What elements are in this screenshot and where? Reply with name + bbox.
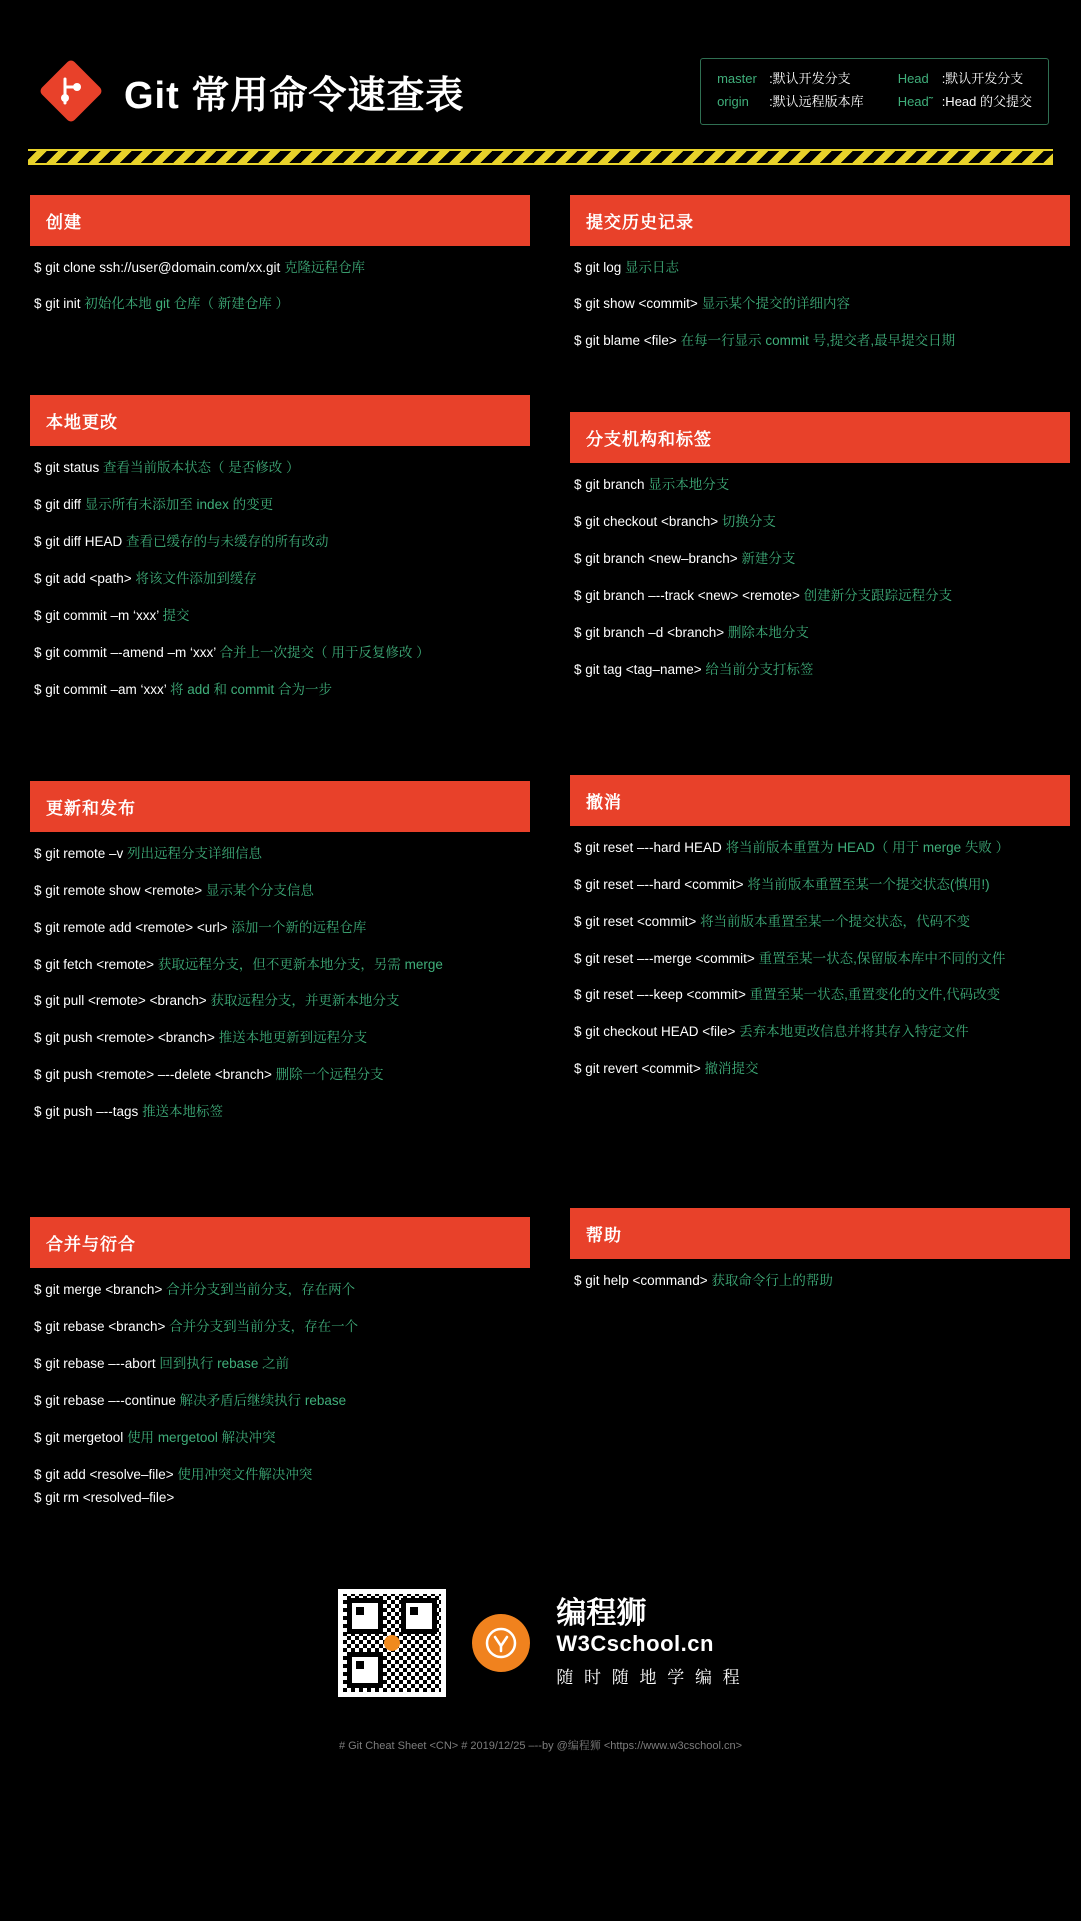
command-row xyxy=(574,475,1066,496)
section-title: 帮助 xyxy=(570,1208,1070,1259)
section-title: 本地更改 xyxy=(30,395,530,446)
command-desc: 提交 xyxy=(162,608,190,624)
command-desc: 在每一行显示 commit 号,提交者,最早提交日期 xyxy=(680,333,956,349)
command-text: $ git pull <remote> <branch> xyxy=(34,993,211,1009)
command-row xyxy=(34,294,526,315)
spacer xyxy=(30,361,530,395)
legend-value: :Head 的父提交 xyxy=(941,93,1032,109)
command-row xyxy=(574,838,1066,859)
qr-finder-icon xyxy=(401,1598,437,1634)
git-logo-icon xyxy=(40,60,102,122)
command-desc: 删除本地分支 xyxy=(727,624,809,640)
command-desc: 显示某个提交的详细内容 xyxy=(701,296,851,312)
brand-slogan: 随 时 随 地 学 编 程 xyxy=(556,1667,743,1687)
command-row xyxy=(574,331,1066,352)
legend-box xyxy=(700,58,1049,125)
command-desc: 将该文件添加到缓存 xyxy=(135,571,257,587)
w3cschool-logo-icon xyxy=(472,1614,530,1672)
section-body xyxy=(30,246,530,336)
command-row xyxy=(574,623,1066,644)
section-title: 更新和发布 xyxy=(30,781,530,832)
command-row xyxy=(574,1059,1066,1080)
spacer xyxy=(30,747,530,781)
command-desc: 显示本地分支 xyxy=(648,477,730,493)
legend-item-master xyxy=(717,68,864,91)
command-row xyxy=(34,258,526,279)
command-text: $ git commit –am ‘xxx’ xyxy=(34,681,171,697)
legend-item-head xyxy=(898,68,1032,91)
qr-center-logo xyxy=(384,1635,400,1651)
legend-key: Head xyxy=(897,71,929,86)
command-desc: 将 add 和 commit 合为一步 xyxy=(170,681,333,697)
command-desc: 将当前版本重置至某一个提交状态(慎用!) xyxy=(747,876,990,892)
command-text: $ git rebase –--abort xyxy=(34,1356,160,1372)
command-text: $ git commit –m ‘xxx’ xyxy=(34,608,163,624)
section-title: 撤消 xyxy=(570,775,1070,826)
section-commit-history xyxy=(570,195,1070,373)
command-text: $ git mergetool xyxy=(34,1429,128,1445)
command-text: $ git add <resolve–file> xyxy=(34,1466,178,1482)
command-desc: 重置至某一状态,保留版本库中不同的文件 xyxy=(758,950,1006,966)
section-body xyxy=(30,832,530,1143)
command-text: $ git blame <file> xyxy=(574,333,681,349)
command-text: $ git rm <resolved–file> xyxy=(34,1489,175,1505)
command-text: $ git status xyxy=(34,460,104,476)
section-title: 创建 xyxy=(30,195,530,246)
command-desc: 显示某个分支信息 xyxy=(205,882,314,898)
page-header xyxy=(28,0,1053,125)
command-text: $ git reset –--hard <commit> xyxy=(574,876,748,892)
brand-text xyxy=(556,1597,742,1688)
command-text: $ git help <command> xyxy=(574,1273,712,1289)
command-row xyxy=(34,991,526,1012)
right-column xyxy=(570,195,1070,1555)
command-text: $ git reset <commit> xyxy=(574,913,701,929)
command-row xyxy=(574,985,1066,1006)
command-row xyxy=(34,606,526,627)
spacer xyxy=(30,1203,530,1217)
section-body xyxy=(30,1268,530,1528)
command-row xyxy=(34,495,526,516)
legend-key: Head˜ xyxy=(897,93,934,109)
command-text: $ git remote –v xyxy=(34,845,128,861)
command-text: $ git remote show <remote> xyxy=(34,882,206,898)
command-desc: 将当前版本重置为 HEAD（ 用于 merge 失败 ） xyxy=(725,839,1010,855)
command-row xyxy=(34,1065,526,1086)
section-body xyxy=(570,463,1070,701)
page-title: Git 常用命令速查表 xyxy=(124,74,465,117)
command-desc: 添加一个新的远程仓库 xyxy=(231,919,367,935)
command-desc: 重置至某一状态,重置变化的文件,代码改变 xyxy=(749,987,1001,1003)
command-row xyxy=(34,680,526,701)
command-desc: 合并上一次提交（ 用于反复修改 ） xyxy=(219,644,430,660)
command-row xyxy=(34,1488,526,1509)
legend-item-origin xyxy=(717,91,864,114)
command-text: $ git show <commit> xyxy=(574,296,702,312)
command-row xyxy=(34,955,526,976)
command-desc: 获取远程分支，但不更新本地分支，另需 merge xyxy=(157,956,443,972)
brand-name-en: W3Cschool.cn xyxy=(556,1631,714,1657)
command-desc: 切换分支 xyxy=(721,514,776,530)
command-desc: 创建新分支跟踪远程分支 xyxy=(803,588,953,604)
section-title: 提交历史记录 xyxy=(570,195,1070,246)
section-branch-tag xyxy=(570,412,1070,701)
command-row xyxy=(34,1391,526,1412)
command-row xyxy=(34,1465,526,1486)
command-row xyxy=(34,844,526,865)
command-desc: 列出远程分支详细信息 xyxy=(127,845,263,861)
command-row xyxy=(574,512,1066,533)
command-desc: 查看已缓存的与未缓存的所有改动 xyxy=(126,534,329,550)
command-desc: 初始化本地 git 仓库（ 新建仓库 ） xyxy=(84,296,290,312)
command-desc: 新建分支 xyxy=(741,551,796,567)
command-desc: 推送本地更新到远程分支 xyxy=(218,1030,368,1046)
command-row xyxy=(574,912,1066,933)
command-row xyxy=(574,294,1066,315)
command-text: $ git log xyxy=(574,259,626,275)
command-desc: 获取命令行上的帮助 xyxy=(711,1273,833,1289)
legend-key: master xyxy=(717,71,757,86)
command-desc: 删除一个远程分支 xyxy=(275,1067,384,1083)
command-text: $ git reset –--keep <commit> xyxy=(574,987,750,1003)
command-text: $ git fetch <remote> xyxy=(34,956,158,972)
command-row xyxy=(34,1354,526,1375)
footer-note: # Git Cheat Sheet <CN> # 2019/12/25 –--by @编程狮 <https://www.w3cschool.cn> xyxy=(338,1739,743,1752)
sections-grid xyxy=(28,195,1053,1555)
command-row xyxy=(34,1028,526,1049)
qr-code xyxy=(338,1589,446,1697)
command-text: $ git branch <new–branch> xyxy=(574,551,742,567)
command-text: $ git checkout <branch> xyxy=(574,514,722,530)
command-text: $ git push <remote> <branch> xyxy=(34,1030,219,1046)
command-text: $ git add <path> xyxy=(34,571,136,587)
command-text: $ git diff xyxy=(34,497,85,513)
command-row xyxy=(34,1428,526,1449)
spacer xyxy=(570,761,1070,775)
section-merge-rebase xyxy=(30,1217,530,1528)
legend-value: :默认开发分支 xyxy=(941,71,1024,86)
command-text: $ git init xyxy=(34,296,85,312)
section-title: 分支机构和标签 xyxy=(570,412,1070,463)
command-text: $ git branch xyxy=(574,477,649,493)
left-column xyxy=(30,195,530,1555)
command-text: $ git push <remote> –--delete <branch> xyxy=(34,1067,276,1083)
legend-column-right xyxy=(898,68,1032,114)
hazard-stripe-divider xyxy=(28,149,1053,165)
qr-finder-icon xyxy=(347,1652,383,1688)
command-desc: 将当前版本重置至某一个提交状态，代码不变 xyxy=(700,913,971,929)
command-text: $ git reset –--hard HEAD xyxy=(574,839,726,855)
qr-finder-icon xyxy=(347,1598,383,1634)
spacer xyxy=(570,727,1070,761)
command-row xyxy=(574,258,1066,279)
command-desc: 使用 mergetool 解决冲突 xyxy=(127,1429,276,1445)
section-body xyxy=(570,246,1070,373)
command-text: $ git push –--tags xyxy=(34,1104,143,1120)
spacer xyxy=(570,1194,1070,1208)
command-desc: 获取远程分支，并更新本地分支 xyxy=(210,993,400,1009)
command-text: $ git diff HEAD xyxy=(34,534,127,550)
command-text: $ git rebase –--continue xyxy=(34,1392,180,1408)
command-desc: 解决矛盾后继续执行 rebase xyxy=(179,1392,347,1408)
command-row xyxy=(34,458,526,479)
command-desc: 给当前分支打标签 xyxy=(705,661,814,677)
command-text: $ git checkout HEAD <file> xyxy=(574,1024,740,1040)
command-row xyxy=(574,586,1066,607)
command-row xyxy=(34,569,526,590)
legend-item-head-parent xyxy=(898,91,1032,114)
command-text: $ git revert <commit> xyxy=(574,1061,705,1077)
command-desc: 查看当前版本状态（ 是否修改 ） xyxy=(103,460,300,476)
command-row xyxy=(574,549,1066,570)
command-text: $ git rebase <branch> xyxy=(34,1319,170,1335)
section-create xyxy=(30,195,530,336)
command-text: $ git clone ssh://user@domain.com/xx.git xyxy=(34,259,285,275)
command-desc: 显示所有未添加至 index 的变更 xyxy=(84,497,274,513)
brand-name-cn: 编程狮 xyxy=(556,1597,647,1631)
section-body xyxy=(570,826,1070,1100)
command-text: $ git tag <tag–name> xyxy=(574,661,706,677)
spacer xyxy=(30,1169,530,1203)
spacer xyxy=(570,1160,1070,1194)
command-text: $ git branch –--track <new> <remote> xyxy=(574,588,804,604)
command-row xyxy=(34,881,526,902)
section-help xyxy=(570,1208,1070,1312)
legend-value: :默认远程版本库 xyxy=(769,93,864,109)
command-row xyxy=(574,949,1066,970)
command-desc: 丢弃本地更改信息并将其存入特定文件 xyxy=(739,1024,969,1040)
command-row xyxy=(34,643,526,664)
spacer xyxy=(570,1126,1070,1160)
section-local-changes xyxy=(30,395,530,720)
command-text: $ git branch –d <branch> xyxy=(574,624,728,640)
command-desc: 推送本地标签 xyxy=(142,1104,224,1120)
command-row xyxy=(574,1271,1066,1292)
command-desc: 显示日志 xyxy=(625,259,680,275)
command-row xyxy=(574,660,1066,681)
command-text: $ git commit –-amend –m ‘xxx’ xyxy=(34,644,220,660)
legend-key: origin xyxy=(717,93,749,109)
section-body xyxy=(30,446,530,720)
section-title: 合并与衍合 xyxy=(30,1217,530,1268)
command-desc: 撤消提交 xyxy=(704,1061,759,1077)
command-desc: 回到执行 rebase 之前 xyxy=(159,1356,290,1372)
command-desc: 克隆远程仓库 xyxy=(284,259,366,275)
command-desc: 合并分支到当前分支，存在一个 xyxy=(169,1319,359,1335)
legend-value: :默认开发分支 xyxy=(769,71,851,86)
command-text: $ git merge <branch> xyxy=(34,1282,167,1298)
command-text: $ git reset –--merge <commit> xyxy=(574,950,759,966)
legend-column-left xyxy=(717,68,864,114)
spacer xyxy=(570,398,1070,412)
command-row xyxy=(574,875,1066,896)
command-desc: 合并分支到当前分支，存在两个 xyxy=(166,1282,356,1298)
brand-footer xyxy=(28,1589,1053,1697)
command-row xyxy=(34,1102,526,1123)
command-row xyxy=(34,1317,526,1338)
section-update-publish xyxy=(30,781,530,1143)
section-body xyxy=(570,1259,1070,1312)
command-row xyxy=(34,532,526,553)
section-undo xyxy=(570,775,1070,1100)
command-row xyxy=(574,1022,1066,1043)
command-row xyxy=(34,918,526,939)
command-text: $ git remote add <remote> <url> xyxy=(34,919,232,935)
command-row xyxy=(34,1280,526,1301)
command-desc: 使用冲突文件解决冲突 xyxy=(177,1466,313,1482)
